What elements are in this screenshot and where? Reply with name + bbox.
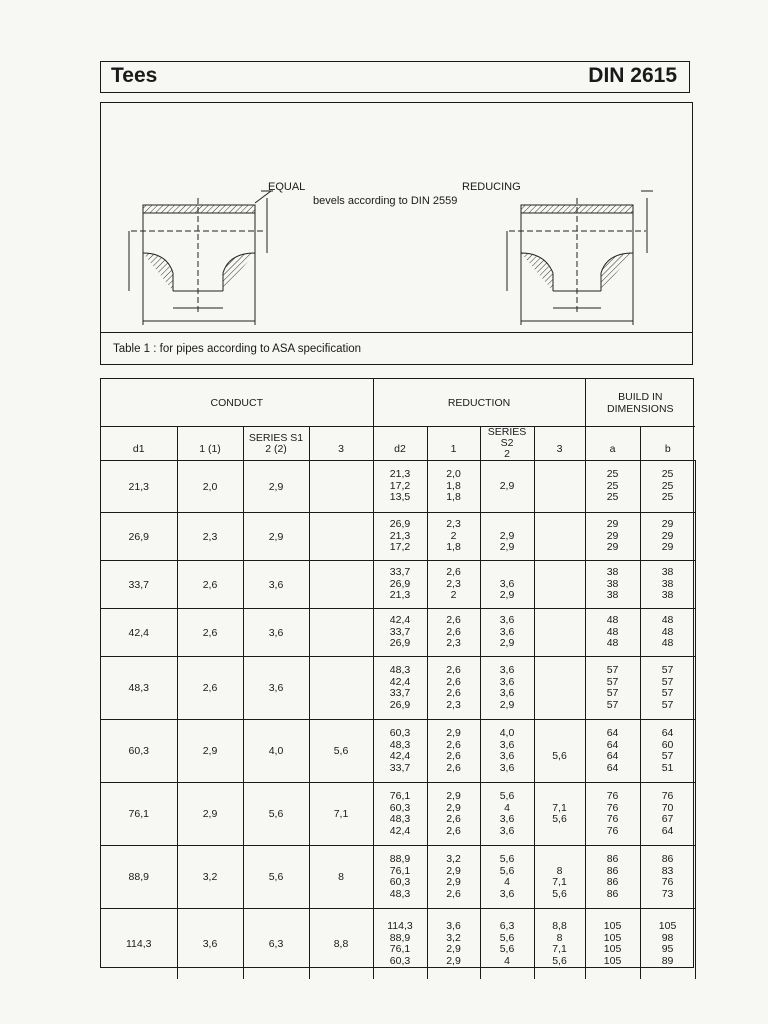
cell-a: 105 xyxy=(603,954,622,967)
col-b: b xyxy=(664,442,671,455)
cell-r3 xyxy=(535,688,585,700)
cell-r1: 2,9 xyxy=(446,864,461,877)
cell-b: 25 xyxy=(661,491,674,504)
cell-b: 29 xyxy=(661,518,674,531)
cell-a: 29 xyxy=(606,541,619,554)
cell-b: 57 xyxy=(661,750,674,762)
cell-s1-1: 2,9 xyxy=(202,808,218,820)
cell-a: 29 xyxy=(606,518,619,531)
cell-r3: 7,1 xyxy=(552,801,567,814)
cell-r2: 3,6 xyxy=(499,675,515,688)
cell-b: 95 xyxy=(661,943,674,955)
cell-a: 86 xyxy=(606,853,619,865)
col-s1-1: 1 (1) xyxy=(199,442,221,455)
cell-r3 xyxy=(535,791,585,803)
cell-d2: 33,7 xyxy=(389,625,411,638)
cell-r1: 2,6 xyxy=(446,614,461,627)
cell-r3 xyxy=(535,615,585,627)
cell-r2: 3,6 xyxy=(499,664,515,676)
cell-r2: 3,6 xyxy=(499,824,515,837)
cell-r3 xyxy=(535,700,585,712)
cell-r2: 2,9 xyxy=(499,541,515,554)
cell-a: 25 xyxy=(606,468,619,481)
cell-s1-2: 5,6 xyxy=(268,808,284,820)
cell-d2: 42,4 xyxy=(389,675,411,688)
cell-s1-2: 3,6 xyxy=(268,626,284,639)
cell-r1: 2,9 xyxy=(446,790,461,802)
build-in-header: BUILD IN DIMENSIONS xyxy=(585,379,695,427)
cell-r3 xyxy=(535,627,585,639)
cell-r2: 2,9 xyxy=(499,637,515,650)
col-d2: d2 xyxy=(394,442,406,455)
table-row xyxy=(101,657,695,720)
figure-caption: Table 1 : for pipes according to ASA specification xyxy=(113,343,362,355)
cell-b: 25 xyxy=(661,479,674,492)
cell-d2: 42,4 xyxy=(389,614,411,627)
cell-d2: 48,3 xyxy=(389,813,411,825)
cell-b: 67 xyxy=(661,813,674,825)
cell-d2: 21,3 xyxy=(389,468,411,481)
cell-r1: 2 xyxy=(450,589,457,602)
series-s2-label: SERIES S2 xyxy=(487,426,527,449)
table-row xyxy=(101,461,695,513)
cell-r3: 5,6 xyxy=(552,750,567,762)
table-row xyxy=(101,561,695,609)
cell-r1: 2,3 xyxy=(446,577,461,590)
cell-b: 57 xyxy=(661,687,674,699)
table-row xyxy=(101,846,695,909)
cell-r2: 4 xyxy=(504,801,510,814)
cell-s1-1: 2,6 xyxy=(202,578,218,591)
cell-r3: 5,6 xyxy=(552,954,567,967)
standard-label: DIN 2615 xyxy=(588,64,677,87)
cell-b: 57 xyxy=(661,664,674,676)
figure-panel xyxy=(100,102,693,365)
cell-a: 64 xyxy=(606,761,619,774)
cell-r3 xyxy=(535,665,585,677)
col-s2-2: 2 xyxy=(504,448,510,460)
cell-r3 xyxy=(535,638,585,650)
cell-r1: 2,6 xyxy=(446,824,461,837)
cell-r3 xyxy=(535,519,585,531)
cell-b: 98 xyxy=(661,931,674,944)
cell-r1: 2,6 xyxy=(446,566,461,579)
cell-b: 70 xyxy=(661,801,674,814)
cell-r1: 2,9 xyxy=(446,943,461,955)
cell-r2: 3,6 xyxy=(499,761,515,774)
cell-b: 48 xyxy=(661,625,674,638)
cell-b: 57 xyxy=(661,675,674,688)
cell-b: 38 xyxy=(661,577,674,590)
cell-s1-3: 8,8 xyxy=(333,938,349,950)
cell-a: 48 xyxy=(606,614,619,627)
cell-s1-1: 3,6 xyxy=(202,938,218,950)
cell-a: 86 xyxy=(606,864,619,877)
col-s2-1: 1 xyxy=(450,442,457,455)
cell-b: 76 xyxy=(661,876,674,888)
cell-a: 57 xyxy=(606,664,619,676)
cell-a: 57 xyxy=(606,687,619,699)
cell-s1-2: 2,9 xyxy=(268,530,284,543)
cell-d2: 60,3 xyxy=(389,876,411,888)
cell-a: 76 xyxy=(606,801,619,814)
cell-r1: 1,8 xyxy=(446,541,461,554)
cell-d2: 33,7 xyxy=(389,761,411,774)
cell-a: 38 xyxy=(606,589,619,602)
cell-a: 38 xyxy=(606,577,619,590)
cell-d2: 76,1 xyxy=(389,864,411,877)
cell-s1-2: 3,6 xyxy=(268,682,284,694)
cell-d2: 33,7 xyxy=(389,687,411,699)
cell-a: 57 xyxy=(606,698,619,711)
cell-r2: 3,6 xyxy=(499,577,515,590)
cell-r1: 2,6 xyxy=(446,738,461,751)
cell-d2: 76,1 xyxy=(389,943,411,955)
cell-s1-3: 5,6 xyxy=(333,745,349,757)
cell-r2 xyxy=(481,492,534,504)
cell-r1: 2,3 xyxy=(446,637,461,650)
equal-label: EQUAL xyxy=(268,181,306,193)
cell-b: 86 xyxy=(661,853,674,865)
cell-r3 xyxy=(535,728,585,740)
cell-b: 73 xyxy=(661,887,674,900)
cell-r3 xyxy=(535,492,585,504)
cell-a: 48 xyxy=(606,625,619,638)
cell-a: 29 xyxy=(606,529,619,542)
table-row xyxy=(101,513,695,561)
cell-r1: 3,6 xyxy=(446,920,461,932)
cell-s1-1: 2,6 xyxy=(202,682,218,694)
bevel-note: bevels according to DIN 2559 xyxy=(313,195,458,207)
cell-d1: 42,4 xyxy=(128,626,149,639)
cell-a: 25 xyxy=(606,491,619,504)
cell-r2: 3,6 xyxy=(499,813,515,825)
series-s1-label: SERIES S1 xyxy=(248,431,304,444)
cell-r2: 6,3 xyxy=(499,920,515,932)
cell-r3: 5,6 xyxy=(552,813,567,825)
cell-r2: 3,6 xyxy=(499,750,515,762)
cell-d1: 88,9 xyxy=(128,871,149,883)
cell-a: 86 xyxy=(606,887,619,900)
cell-r3 xyxy=(535,542,585,554)
cell-a: 38 xyxy=(606,566,619,579)
col-s1-3: 3 xyxy=(338,442,344,455)
cell-b: 48 xyxy=(661,614,674,627)
cell-r2: 5,6 xyxy=(499,853,515,865)
cell-d2: 76,1 xyxy=(389,790,411,802)
cell-b: 57 xyxy=(661,698,674,711)
cell-r1: 2,3 xyxy=(446,698,461,711)
cell-r2: 2,9 xyxy=(499,479,515,492)
cell-a: 105 xyxy=(603,931,622,944)
cell-d2: 88,9 xyxy=(389,853,411,865)
cell-s1-2: 3,6 xyxy=(268,578,284,591)
cell-d2: 17,2 xyxy=(389,541,411,554)
cell-r2: 4 xyxy=(504,876,510,888)
cell-d2: 26,9 xyxy=(389,577,411,590)
cell-d2: 21,3 xyxy=(389,529,411,542)
cell-r2: 5,6 xyxy=(499,790,515,802)
cell-r1: 2,6 xyxy=(446,687,461,699)
cell-r2: 5,6 xyxy=(499,864,515,877)
cell-a: 48 xyxy=(606,637,619,650)
cell-d2: 60,3 xyxy=(389,801,411,814)
cell-d2: 26,9 xyxy=(389,518,411,531)
cell-r3 xyxy=(535,854,585,866)
cell-d2: 17,2 xyxy=(389,479,411,492)
table-row xyxy=(101,720,695,783)
cell-r1: 1,8 xyxy=(446,491,461,504)
cell-d1: 60,3 xyxy=(128,745,149,757)
cell-s1-1: 2,9 xyxy=(202,745,218,757)
cell-r2: 5,6 xyxy=(499,943,515,955)
cell-r3 xyxy=(535,677,585,689)
cell-d2: 48,3 xyxy=(389,738,411,751)
cell-r3 xyxy=(535,590,585,602)
col-s2-3: 3 xyxy=(556,442,563,455)
cell-b: 83 xyxy=(661,864,674,877)
cell-r2: 2,9 xyxy=(499,698,515,711)
table-row xyxy=(101,783,695,846)
cell-r1: 2,6 xyxy=(446,625,461,638)
cell-r2: 3,6 xyxy=(499,738,515,751)
cell-r3 xyxy=(535,531,585,543)
cell-a: 86 xyxy=(606,876,619,888)
cell-r1: 2,6 xyxy=(446,750,461,762)
cell-s1-2: 6,3 xyxy=(268,938,284,950)
cell-b: 29 xyxy=(661,541,674,554)
cell-b: 105 xyxy=(658,920,677,932)
cell-b: 51 xyxy=(661,761,674,774)
cell-s1-2: 2,9 xyxy=(268,480,284,493)
cell-r2: 4 xyxy=(504,954,510,967)
cell-r1: 2,6 xyxy=(446,664,461,676)
cell-d1: 76,1 xyxy=(128,808,149,820)
cell-r3 xyxy=(535,579,585,591)
cell-b: 48 xyxy=(661,637,674,650)
reducing-label: REDUCING xyxy=(462,181,521,193)
cell-d2: 48,3 xyxy=(389,664,411,676)
cell-r1: 2 xyxy=(450,529,457,542)
cell-d1: 114,3 xyxy=(126,938,152,950)
cell-r1: 2,9 xyxy=(446,876,461,888)
cell-s1-2: 5,6 xyxy=(268,871,284,883)
cell-d2: 42,4 xyxy=(389,750,411,762)
cell-r3: 7,1 xyxy=(552,943,567,955)
cell-r3: 8 xyxy=(556,864,563,877)
col-a: a xyxy=(609,442,616,455)
title-bar xyxy=(100,61,690,93)
cell-b: 76 xyxy=(661,790,674,802)
cell-b: 64 xyxy=(661,824,674,837)
table-row xyxy=(101,909,695,980)
col-d1: d1 xyxy=(132,442,145,455)
cell-d1: 48,3 xyxy=(128,682,149,694)
col-s1-2: 2 (2) xyxy=(265,442,287,455)
cell-a: 57 xyxy=(606,675,619,688)
cell-r1: 2,6 xyxy=(446,887,461,900)
cell-a: 64 xyxy=(606,750,619,762)
cell-a: 64 xyxy=(606,727,619,739)
cell-d2: 48,3 xyxy=(389,887,411,900)
cell-d2: 42,4 xyxy=(389,824,411,837)
cell-s1-3: 7,1 xyxy=(333,808,349,820)
cell-r1: 3,2 xyxy=(446,931,461,944)
cell-d2: 114,3 xyxy=(387,920,413,932)
cell-d2: 13,5 xyxy=(389,491,411,504)
cell-r1: 2,9 xyxy=(446,801,461,814)
cell-r2: 3,6 xyxy=(499,887,515,900)
cell-r3 xyxy=(535,469,585,481)
cell-r3: 5,6 xyxy=(552,887,567,900)
cell-r3 xyxy=(535,481,585,493)
cell-r3 xyxy=(535,763,585,775)
cell-a: 105 xyxy=(603,943,622,955)
reduction-header: REDUCTION xyxy=(373,379,585,427)
dimensions-table xyxy=(100,378,694,968)
cell-d2: 26,9 xyxy=(389,637,411,650)
cell-s1-1: 2,3 xyxy=(202,530,218,543)
figure-caption-row xyxy=(101,332,692,364)
cell-r3: 8 xyxy=(556,931,563,944)
conduct-header: CONDUCT xyxy=(101,379,373,427)
cell-b: 64 xyxy=(661,727,674,739)
cell-d1: 33,7 xyxy=(128,578,149,591)
cell-r1: 2,6 xyxy=(446,761,461,774)
table-row xyxy=(101,609,695,657)
cell-r3 xyxy=(535,567,585,579)
cell-b: 60 xyxy=(661,738,674,751)
cell-r3: 7,1 xyxy=(552,876,567,888)
cell-r1: 3,2 xyxy=(446,853,461,865)
cell-r2: 4,0 xyxy=(499,727,515,739)
cell-b: 38 xyxy=(661,589,674,602)
cell-s1-2: 4,0 xyxy=(268,745,284,757)
cell-r1: 2,6 xyxy=(446,813,461,825)
cell-d1: 21,3 xyxy=(128,480,149,493)
cell-d2: 60,3 xyxy=(389,954,411,967)
cell-d2: 60,3 xyxy=(389,727,411,739)
cell-s1-1: 2,0 xyxy=(202,480,218,493)
cell-r1: 2,3 xyxy=(446,518,461,531)
cell-a: 76 xyxy=(606,790,619,802)
cell-r1: 2,0 xyxy=(446,468,461,481)
cell-a: 76 xyxy=(606,813,619,825)
cell-r3 xyxy=(535,826,585,838)
cell-a: 25 xyxy=(606,479,619,492)
cell-b: 38 xyxy=(661,566,674,579)
page-title: Tees xyxy=(111,64,158,87)
cell-s1-1: 2,6 xyxy=(202,626,218,639)
cell-r1: 2,9 xyxy=(446,954,461,967)
cell-s1-3: 8 xyxy=(338,871,344,883)
cell-d2: 21,3 xyxy=(389,589,411,602)
cell-d2: 33,7 xyxy=(389,566,411,579)
cell-r1: 2,6 xyxy=(446,675,461,688)
cell-d1: 26,9 xyxy=(128,530,149,543)
cell-a: 76 xyxy=(606,824,619,837)
equal-tee-drawing xyxy=(101,103,694,332)
cell-b: 25 xyxy=(661,468,674,481)
cell-r2: 2,9 xyxy=(499,589,515,602)
cell-r2: 5,6 xyxy=(499,931,515,944)
cell-r2: 3,6 xyxy=(499,625,515,638)
cell-b: 29 xyxy=(661,529,674,542)
cell-r2: 3,6 xyxy=(499,687,515,699)
cell-a: 105 xyxy=(603,920,622,932)
cell-s1-1: 3,2 xyxy=(202,871,218,883)
cell-r1: 2,9 xyxy=(446,727,461,739)
cell-d2: 88,9 xyxy=(389,931,411,944)
cell-a: 64 xyxy=(606,738,619,751)
cell-r2: 2,9 xyxy=(499,529,515,542)
cell-d2: 26,9 xyxy=(389,698,411,711)
cell-r3: 8,8 xyxy=(552,920,567,932)
cell-r2: 3,6 xyxy=(499,614,515,627)
cell-b: 89 xyxy=(661,954,674,967)
cell-r1: 1,8 xyxy=(446,479,461,492)
